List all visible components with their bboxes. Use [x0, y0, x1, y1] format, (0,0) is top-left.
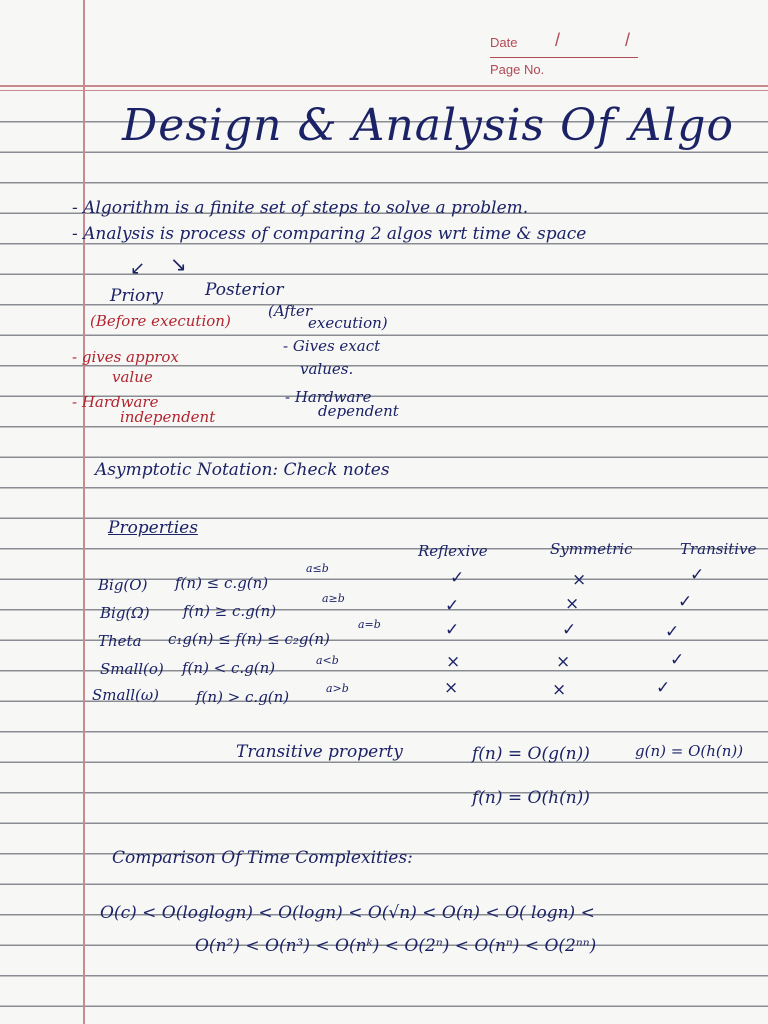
row-formula-theta: c₁g(n) ≤ f(n) ≤ c₂g(n)	[168, 630, 330, 648]
page-title: Design & Analysis Of Algo	[122, 100, 734, 151]
mark-small-o-symmetric: ×	[556, 652, 571, 672]
margin-line	[83, 0, 85, 1024]
mark-theta-symmetric: ✓	[562, 620, 577, 640]
mark-big-o-symmetric: ×	[572, 570, 587, 590]
transitive-eq2: g(n) = O(h(n))	[635, 742, 744, 760]
row-cond-big-omega: a≥b	[322, 592, 345, 605]
page-number-label: Page No.	[490, 62, 545, 77]
row-cond-small-o: a<b	[316, 654, 339, 667]
posterior-note-a: (After	[268, 302, 313, 320]
priory-point1-b: value	[112, 368, 153, 386]
mark-big-omega-transitive: ✓	[678, 592, 693, 612]
comparison-heading: Comparison Of Time Complexities:	[112, 848, 413, 868]
mark-big-o-reflexive: ✓	[450, 568, 465, 588]
row-formula-big-o: f(n) ≤ c.g(n)	[175, 574, 269, 592]
mark-big-o-transitive: ✓	[690, 565, 705, 585]
posterior-heading: Posterior	[205, 280, 284, 300]
row-formula-big-omega: f(n) ≥ c.g(n)	[183, 602, 277, 620]
date-label: Date	[490, 35, 518, 50]
intro-line-2: - Analysis is process of comparing 2 algos wrt time & space	[72, 224, 587, 244]
row-name-theta: Theta	[98, 632, 142, 650]
priory-point2-b: independent	[120, 408, 216, 426]
row-cond-big-o: a≤b	[306, 562, 329, 575]
row-formula-small-o: f(n) < c.g(n)	[182, 659, 276, 677]
posterior-point2-a: - Hardware	[285, 388, 372, 406]
transitive-eq3: f(n) = O(h(n))	[472, 788, 590, 808]
col-transitive: Transitive	[680, 540, 757, 558]
transitive-property-label: Transitive property	[236, 742, 403, 762]
asymptotic-notation-line: Asymptotic Notation: Check notes	[95, 460, 390, 480]
header-rule	[0, 85, 768, 87]
row-cond-theta: a=b	[358, 618, 381, 631]
col-symmetric: Symmetric	[550, 540, 633, 558]
row-name-big-omega: Big(Ω)	[100, 604, 150, 622]
row-name-small-omega: Small(ω)	[92, 686, 159, 704]
priory-point2-a: - Hardware	[72, 393, 159, 411]
mark-small-o-transitive: ✓	[670, 650, 685, 670]
mark-small-omega-symmetric: ×	[552, 680, 567, 700]
mark-small-omega-transitive: ✓	[656, 678, 671, 698]
row-name-big-o: Big(O)	[98, 576, 148, 594]
transitive-eq1: f(n) = O(g(n))	[472, 744, 590, 764]
row-cond-small-omega: a>b	[326, 682, 349, 695]
mark-big-omega-symmetric: ×	[565, 594, 580, 614]
date-slashes: / /	[555, 30, 661, 50]
arrow-down-icon: ↙	[130, 258, 146, 279]
properties-heading: Properties	[108, 518, 198, 538]
row-formula-small-omega: f(n) > c.g(n)	[196, 688, 290, 706]
header-rule-secondary	[0, 90, 768, 91]
priory-note: (Before execution)	[90, 312, 231, 330]
priory-point1-a: - gives approx	[72, 348, 179, 366]
posterior-point2-b: dependent	[318, 402, 399, 420]
posterior-note-b: execution)	[308, 314, 388, 332]
comparison-line-2: O(n²) < O(n³) < O(nᵏ) < O(2ⁿ) < O(nⁿ) < O(2ⁿⁿ)	[195, 936, 597, 956]
arrow-right-icon: ↘	[170, 252, 187, 276]
mark-small-omega-reflexive: ×	[444, 678, 459, 698]
posterior-point1-a: - Gives exact	[283, 337, 381, 355]
mark-theta-transitive: ✓	[665, 622, 680, 642]
mark-small-o-reflexive: ×	[446, 652, 461, 672]
posterior-point1-b: values.	[300, 360, 354, 378]
priory-heading: Priory	[110, 286, 163, 306]
mark-big-omega-reflexive: ✓	[445, 596, 460, 616]
date-underline	[490, 57, 638, 58]
mark-theta-reflexive: ✓	[445, 620, 460, 640]
row-name-small-o: Small(o)	[100, 660, 164, 678]
col-reflexive: Reflexive	[418, 542, 488, 560]
comparison-line-1: O(c) < O(loglogn) < O(logn) < O(√n) < O(n) < O( logn) <	[100, 903, 595, 923]
intro-line-1: - Algorithm is a finite set of steps to solve a problem.	[72, 198, 529, 218]
